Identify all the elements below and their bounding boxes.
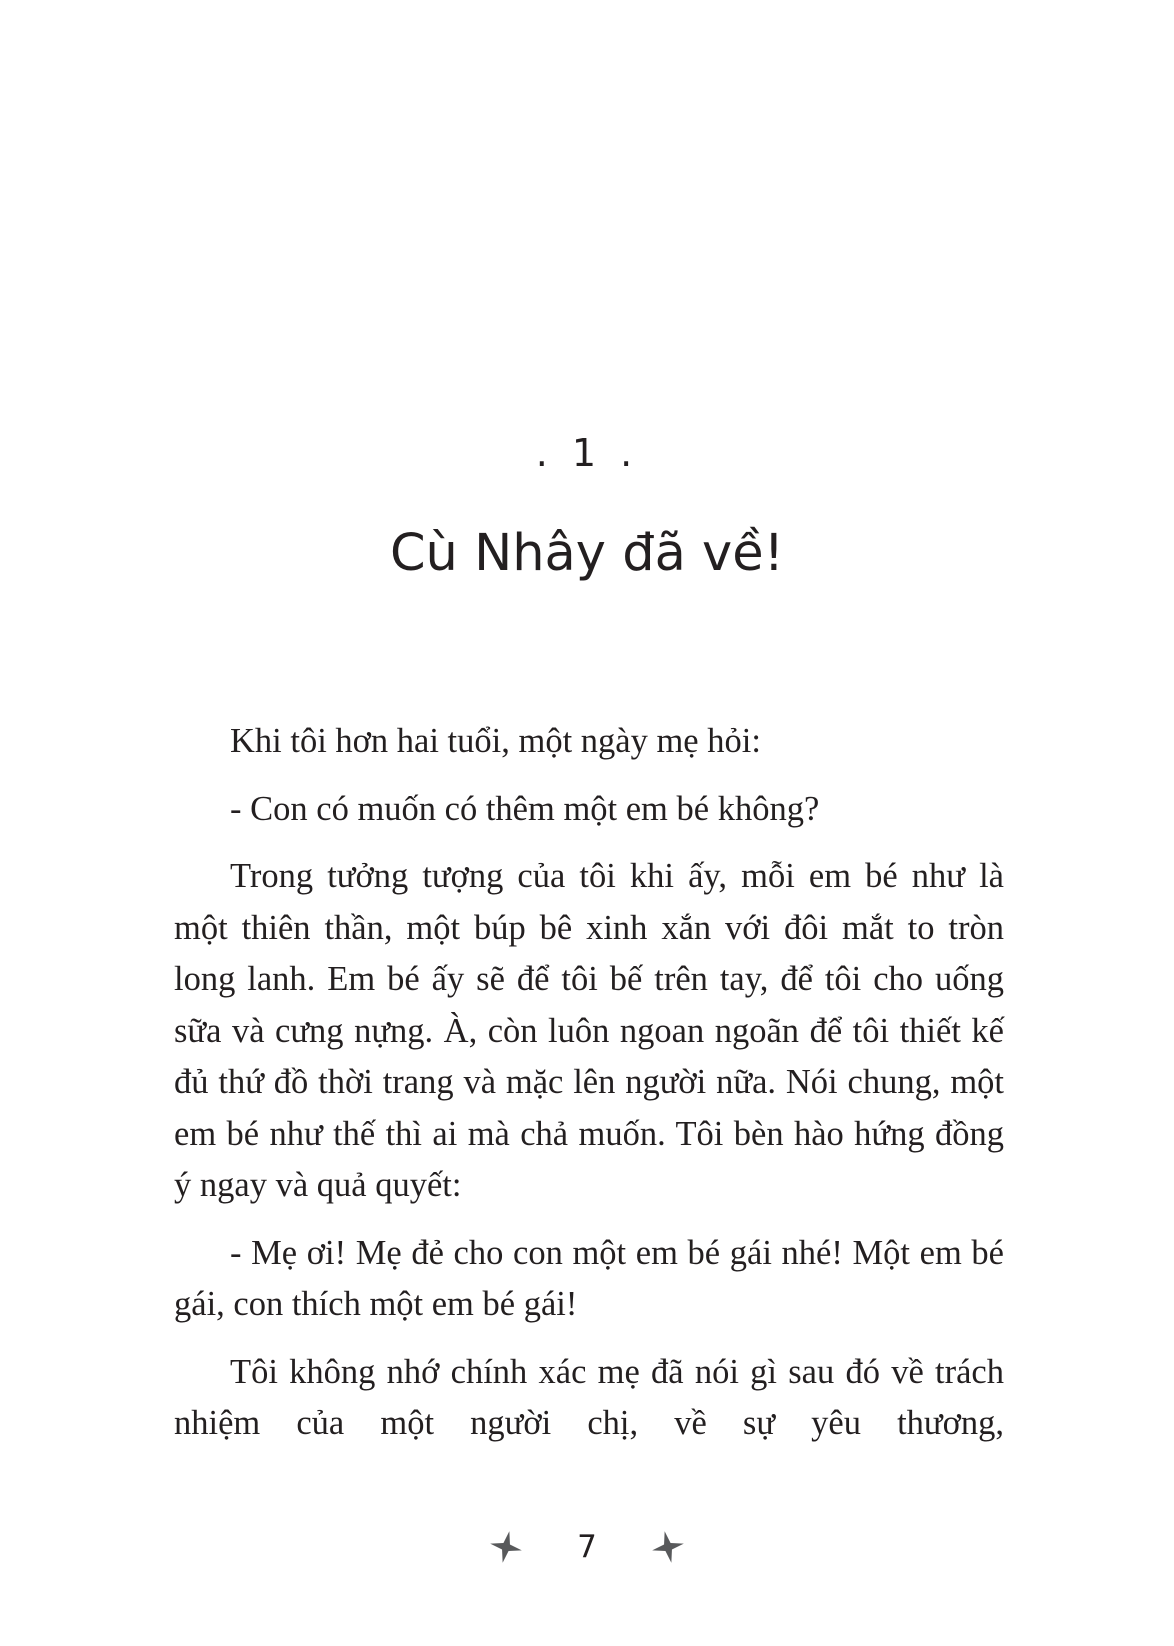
paragraph: Trong tưởng tượng của tôi khi ấy, mỗi em bé như là một thiên thần, một búp bê xinh xắn với đôi mắt to tròn long lanh. Em bé ấy sẽ để tôi bế trên tay, để tôi cho uống sữa và cưng nựng. À, còn luôn ngoan ngoãn để tôi thiết kế đủ thứ đồ thời trang và mặc lên người nữa. Nói chung, một em bé như thế thì ai mà chả muốn. Tôi bèn hào hứng đồng ý ngay và quả quyết: (174, 857, 1004, 1204)
star-icon (487, 1528, 525, 1566)
paragraph: Khi tôi hơn hai tuổi, một ngày mẹ hỏi: (230, 722, 761, 760)
paragraph: - Con có muốn có thêm một em bé không? (230, 789, 820, 828)
body-text (174, 716, 1004, 1466)
chapter-title: Cù Nhây đã về! (389, 524, 785, 583)
page-footer (0, 1522, 1174, 1572)
paragraph: Tôi không nhớ chính xác mẹ đã nói gì sau đó về trách nhiệm của một người chị, về sự yêu thương, (174, 1352, 1004, 1442)
page-number: 7 (577, 1529, 597, 1565)
star-icon (649, 1528, 687, 1566)
paragraph: - Mẹ ơi! Mẹ đẻ cho con một em bé gái nhé! Một em bé gái, con thích một em bé gái! (174, 1233, 1004, 1323)
chapter-number: . 1 . (535, 431, 639, 475)
